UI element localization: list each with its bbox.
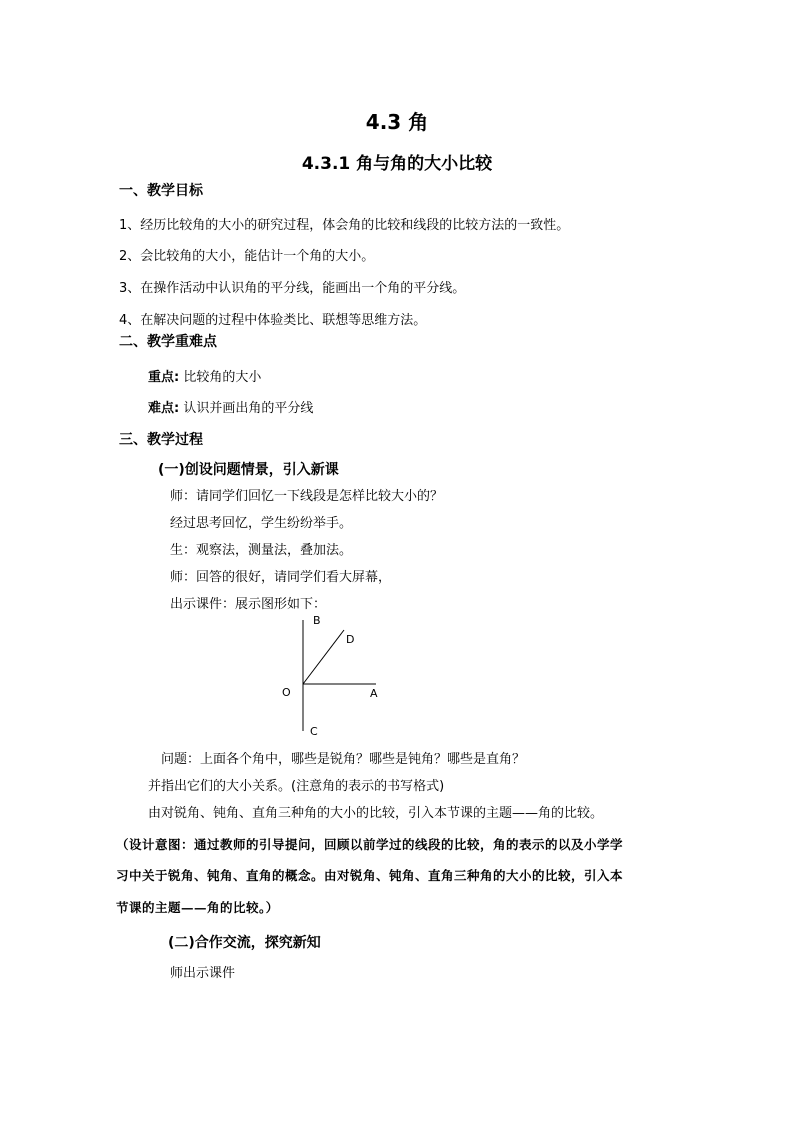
objective-item: 1、经历比较角的大小的研究过程，体会角的比较和线段的比较方法的一致性。 [119,218,570,233]
dialogue-line: 生：观察法，测量法，叠加法。 [170,543,353,558]
process-heading: 三、教学过程 [119,432,203,448]
label-o: O [282,686,291,699]
label-c: C [310,725,318,738]
objective-item: 2、会比较角的大小，能估计一个角的大小。 [119,249,375,264]
label-d: D [346,633,355,646]
objective-item: 3、在操作活动中认识角的平分线，能画出一个角的平分线。 [119,281,466,296]
key-point-line [148,366,261,385]
dialogue-line: 出示课件：展示图形如下： [170,597,327,612]
key-text: 比较角的大小 [183,370,262,385]
label-a: A [370,687,378,700]
difficult-point-line [148,397,313,416]
part1-heading: (一)创设问题情景，引入新课 [158,462,339,478]
page-subtitle: 4.3.1 角与角的大小比较 [301,154,493,174]
dialogue-line: 经过思考回忆，学生纷纷举手。 [170,516,353,531]
question-line: 由对锐角、钝角、直角三种角的大小的比较，引入本节课的主题——角的比较。 [148,806,604,821]
objective-item: 4、在解决问题的过程中体验类比、联想等思维方法。 [119,313,427,328]
page-title: 4.3 角 [365,110,429,134]
key-label: 重点: [148,370,180,385]
angle-figure [270,608,400,743]
dialogue-line: 师：请同学们回忆一下线段是怎样比较大小的？ [170,489,444,504]
design-intent-line: 习中关于锐角、钝角、直角的概念。由对锐角、钝角、直角三种角的大小的比较，引入本 [116,868,624,883]
difficult-label: 难点: [148,401,180,416]
part2-line: 师出示课件 [170,966,236,981]
objectives-heading: 一、教学目标 [119,183,203,199]
dialogue-line: 师：回答的很好，请同学们看大屏幕， [170,570,392,585]
design-intent-line: 节课的主题——角的比较。） [116,900,279,915]
question-line: 问题：上面各个角中，哪些是锐角？哪些是钝角？哪些是直角？ [161,752,526,767]
design-intent-line: （设计意图：通过教师的引导提问，回顾以前学过的线段的比较，角的表示的以及小学学 [116,837,624,852]
part2-heading: (二)合作交流，探究新知 [168,935,321,951]
question-line: 并指出它们的大小关系。(注意角的表示的书写格式) [148,779,445,794]
key-points-heading: 二、教学重难点 [119,334,217,350]
label-b: B [313,614,321,627]
difficult-text: 认识并画出角的平分线 [183,401,314,416]
ray-od [303,630,344,684]
